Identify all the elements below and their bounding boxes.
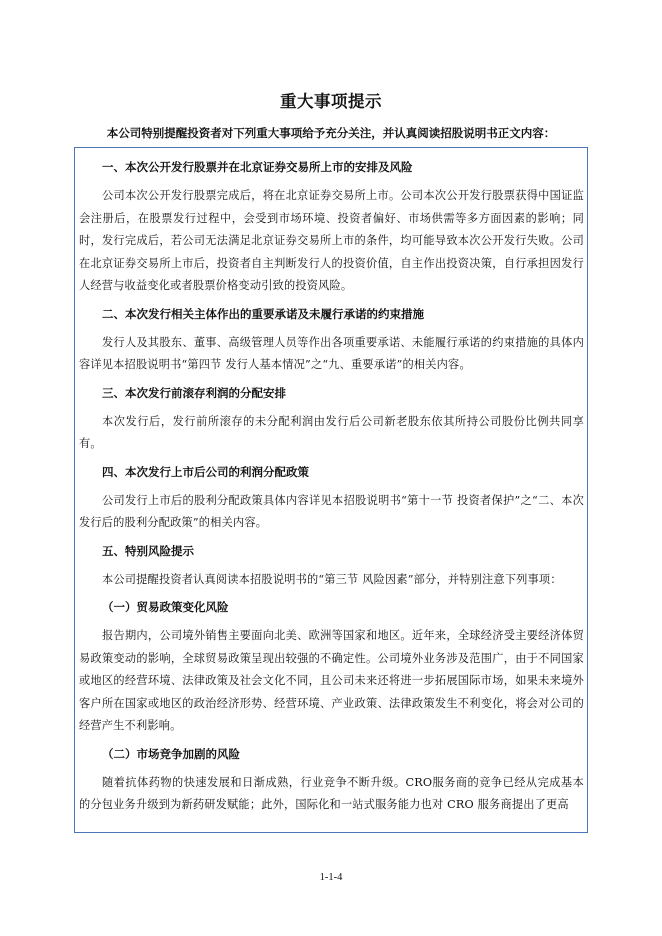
subsection-heading: （二）市场竞争加剧的风险 <box>102 746 240 761</box>
subsection-paragraph: 随着抗体药物的快速发展和日渐成熟，行业竞争不断升级。CRO服务商的竞争已经从完成基本的分包业务升级到为新药研发赋能；此外，国际化和一站式服务能力也对 CRO 服务商提出了更高 <box>79 775 584 811</box>
section-heading: 五、特别风险提示 <box>102 543 194 558</box>
subsection-paragraph: 报告期内，公司境外销售主要面向北美、欧洲等国家和地区。近年来，全球经济受主要经济体贸易政策变动的影响，全球贸易政策呈现出较强的不确定性。公司境外业务涉及范围广，由于不同国家或地区的经营环境、法律政策及社会文化不同，且公司未来还将进一步拓展国际市场，如果未来境外客户所在国家或地区的政治经济形势、经营环境、产业政策、法律政策发生不利变化，将会对公司的经营产生不利影响。 <box>79 629 584 732</box>
subsection-heading: （一）贸易政策变化风险 <box>102 600 229 614</box>
page-title: 重大事项提示 <box>280 92 382 111</box>
section-heading: 二、本次发行相关主体作出的重要承诺及未履行承诺的约束措施 <box>102 306 424 321</box>
section-paragraph: 本公司提醒投资者认真阅读本招股说明书的“第三节 风险因素”部分，并特别注意下列事项： <box>102 572 562 586</box>
section-heading: 一、本次公开发行股票并在北京证券交易所上市的安排及风险 <box>102 160 413 174</box>
section-paragraph: 本次发行后，发行前所滚存的未分配利润由发行后公司新老股东依其所持公司股份比例共同享有。 <box>79 414 584 450</box>
section-paragraph: 发行人及其股东、董事、高级管理人员等作出各项重要承诺、未能履行承诺的约束措施的具体内容详见本招股说明书“第四节 发行人基本情况”之“九、重要承诺”的相关内容。 <box>79 335 584 371</box>
section-paragraph: 公司本次公开发行股票完成后，将在北京证券交易所上市。公司本次公开发行股票获得中国证监会注册后，在股票发行过程中，会受到市场环境、投资者偏好、市场供需等多方面因素的影响；同时，发行完成后，若公司无法满足北京证券交易所上市的条件，均可能导致本次公开发行失败。公司在北京证券交易所上市后，投资者自主判断发行人的投资价值，自主作出投资决策，自行承担因发行人经营与收益变化或者股票价格变动引致的投资风险。 <box>79 189 584 292</box>
page-number: 1-1-4 <box>319 872 343 883</box>
section-heading: 三、本次发行前滚存利润的分配安排 <box>102 385 286 400</box>
section-paragraph: 公司发行上市后的股利分配政策具体内容详见本招股说明书“第十一节 投资者保护”之“二、本次发行后的股利分配政策”的相关内容。 <box>79 493 584 529</box>
intro-statement: 本公司特别提醒投资者对下列重大事项给予充分关注，并认真阅读招股说明书正文内容： <box>106 126 556 140</box>
notice-box <box>74 147 588 833</box>
section-heading: 四、本次发行上市后公司的利润分配政策 <box>102 464 309 479</box>
